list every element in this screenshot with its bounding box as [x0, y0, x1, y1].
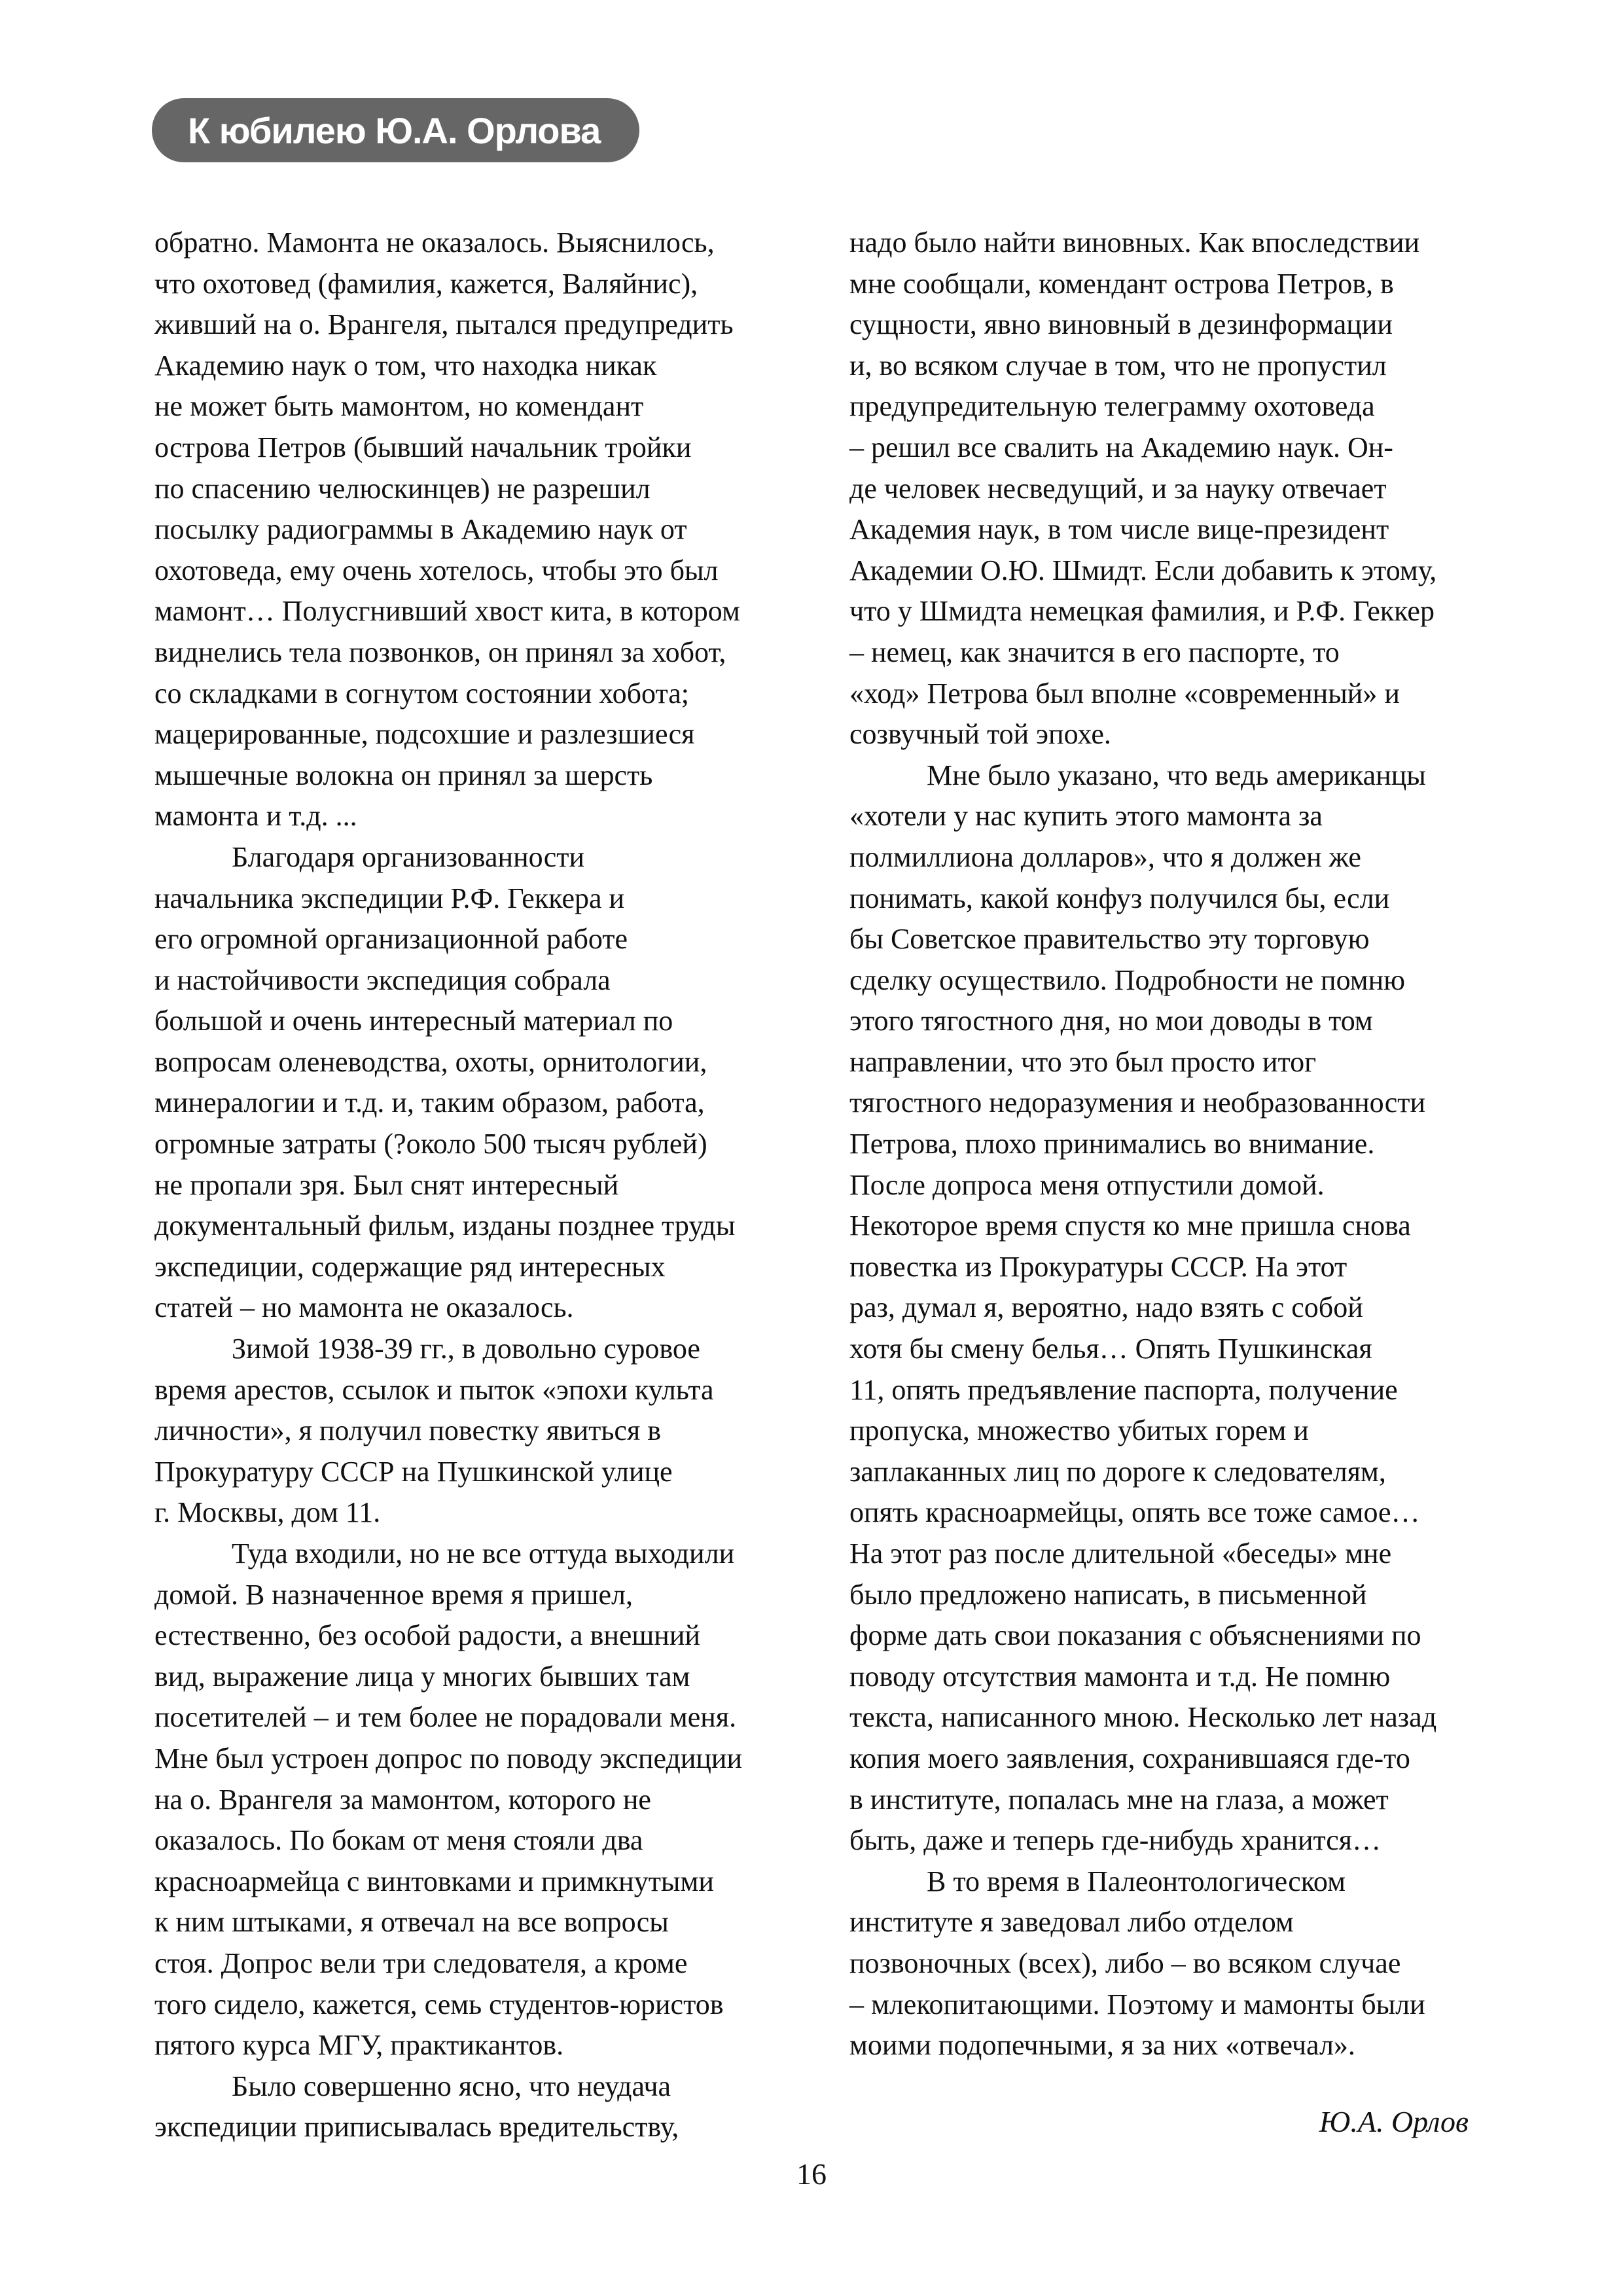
text-line: этого тягостного дня, но мои доводы в том [849, 1005, 1373, 1037]
text-line: что охотовед (фамилия, кажется, Валяйнис), [154, 267, 698, 300]
text-line: После допроса меня отпустили домой. [849, 1168, 1325, 1201]
text-line: повестка из Прокуратуры СССР. На этот [849, 1250, 1347, 1283]
text-line: вид, выражение лица у многих бывших там [154, 1660, 690, 1693]
text-line: естественно, без особой радости, а внешний [154, 1619, 700, 1652]
text-line: Мне был устроен допрос по поводу экспедиции [154, 1742, 743, 1774]
text-line: Туда входили, но не все оттуда выходили [232, 1537, 735, 1570]
text-line: поводу отсутствия мамонта и т.д. Не помню [849, 1660, 1391, 1693]
text-line: полмиллиона долларов», что я должен же [849, 840, 1361, 873]
text-line: опять красноармейцы, опять все тоже самое… [849, 1496, 1420, 1529]
text-line: позвоночных (всех), либо – во всяком случае [849, 1946, 1401, 1979]
text-line: 11, опять предъявление паспорта, получение [849, 1373, 1398, 1406]
text-line: огромные затраты (?около 500 тысяч рублей) [154, 1128, 707, 1160]
text-line: – решил все свалить на Академию наук. Он- [849, 431, 1393, 463]
text-line: Петрова, плохо принимались во внимание. [849, 1128, 1375, 1160]
text-line: личности», я получил повестку явиться в [154, 1414, 661, 1447]
text-line: начальника экспедиции Р.Ф. Геккера и [154, 882, 625, 914]
text-line: статей – но мамонта не оказалось. [154, 1291, 574, 1324]
text-line: г. Москвы, дом 11. [154, 1496, 381, 1529]
text-line: экспедиции приписывалась вредительству, [154, 2111, 679, 2144]
text-line: заплаканных лиц по дороге к следователям, [849, 1455, 1386, 1488]
text-line: и настойчивости экспедиция собрала [154, 963, 611, 996]
text-line: Зимой 1938-39 гг., в довольно суровое [232, 1333, 700, 1365]
text-line: копия моего заявления, сохранившаяся где-то [849, 1742, 1410, 1774]
text-line: стоя. Допрос вели три следователя, а кроме [154, 1946, 688, 1979]
text-line: оказалось. По бокам от меня стояли два [154, 1824, 643, 1857]
text-line: острова Петров (бывший начальник тройки [154, 431, 692, 463]
text-line: Академии О.Ю. Шмидт. Если добавить к этому, [849, 554, 1437, 586]
text-line: текста, написанного мною. Несколько лет назад [849, 1701, 1437, 1734]
text-line: «хотели у нас купить этого мамонта за [849, 800, 1323, 833]
text-line: время арестов, ссылок и пыток «эпохи культа [154, 1373, 714, 1406]
text-line: в институте, попалась мне на глаза, а может [849, 1783, 1389, 1816]
text-line: сделку осуществило. Подробности не помню [849, 963, 1406, 996]
text-line: тягостного недоразумения и необразованности [849, 1086, 1426, 1119]
text-line: – млекопитающими. Поэтому и мамонты были [849, 1988, 1425, 2020]
text-line: созвучный той эпохе. [849, 718, 1111, 751]
text-line: направлении, что это был просто итог [849, 1045, 1317, 1078]
text-line: экспедиции, содержащие ряд интересных [154, 1250, 666, 1283]
left-text-column [154, 223, 770, 2148]
text-line: Академию наук о том, что находка никак [154, 349, 657, 382]
text-line: не пропали зря. Был снят интересный [154, 1168, 619, 1201]
text-line: мамонта и т.д. ... [154, 800, 357, 833]
page-number: 16 [796, 2157, 827, 2191]
section-header-badge [152, 98, 639, 162]
text-line: Мне было указано, что ведь американцы [927, 759, 1426, 791]
text-line: сущности, явно виновный в дезинформации [849, 308, 1393, 341]
text-line: На этот раз после длительной «беседы» мне [849, 1537, 1392, 1570]
text-line: мышечные волокна он принял за шерсть [154, 759, 653, 791]
text-line: по спасению челюскинцев) не разрешил [154, 472, 651, 505]
author-signature: Ю.А. Орлов [1319, 2105, 1469, 2138]
text-line: мацерированные, подсохшие и разлезшиеся [154, 718, 695, 751]
text-line: мне сообщали, комендант острова Петров, в [849, 267, 1394, 300]
text-line: пятого курса МГУ, практикантов. [154, 2029, 564, 2062]
text-line: большой и очень интересный материал по [154, 1005, 673, 1037]
text-line: обратно. Мамонта не оказалось. Выяснилось, [154, 226, 715, 259]
text-line: институте я заведовал либо отделом [849, 1906, 1294, 1939]
text-line: Прокуратуру СССР на Пушкинской улице [154, 1455, 673, 1488]
text-line: – немец, как значится в его паспорте, то [849, 636, 1340, 668]
text-line: красноармейца с винтовками и примкнутыми [154, 1865, 714, 1897]
text-line: что у Шмидта немецкая фамилия, и Р.Ф. Геккер [849, 595, 1435, 628]
text-line: де человек несведущий, и за науку отвечает [849, 472, 1387, 505]
text-line: пропуска, множество убитых горем и [849, 1414, 1309, 1447]
text-line: виднелись тела позвонков, он принял за хобот, [154, 636, 726, 668]
text-line: со складками в согнутом состоянии хобота; [154, 677, 689, 709]
text-line: к ним штыками, я отвечал на все вопросы [154, 1906, 669, 1939]
text-line: вопросам оленеводства, охоты, орнитологии, [154, 1045, 707, 1078]
text-line: не может быть мамонтом, но комендант [154, 390, 644, 423]
text-line: документальный фильм, изданы позднее труды [154, 1210, 736, 1242]
text-line: было предложено написать, в письменной [849, 1578, 1367, 1611]
right-text-column [849, 223, 1465, 2066]
text-line: предупредительную телеграмму охотоведа [849, 390, 1375, 423]
text-line: «ход» Петрова был вполне «современный» и [849, 677, 1400, 709]
text-line: Некоторое время спустя ко мне пришла снова [849, 1210, 1411, 1242]
text-line: его огромной организационной работе [154, 923, 628, 956]
text-line: и, во всяком случае в том, что не пропустил [849, 349, 1387, 382]
text-line: форме дать свои показания с объяснениями по [849, 1619, 1421, 1652]
text-line: охотоведа, ему очень хотелось, чтобы это был [154, 554, 719, 586]
text-line: мамонт… Полусгнивший хвост кита, в котором [154, 595, 740, 628]
section-header-title: К юбилею Ю.А. Орлова [188, 109, 601, 151]
text-line: хотя бы смену белья… Опять Пушкинская [849, 1333, 1372, 1365]
text-line: Было совершенно ясно, что неудача [232, 2070, 671, 2102]
text-line: Благодаря организованности [232, 840, 585, 873]
text-line: бы Советское правительство эту торговую [849, 923, 1370, 956]
text-line: посылку радиограммы в Академию наук от [154, 513, 687, 546]
text-line: надо было найти виновных. Как впоследствии [849, 226, 1420, 259]
text-line: на о. Врангеля за мамонтом, которого не [154, 1783, 651, 1816]
text-line: В то время в Палеонтологическом [927, 1865, 1346, 1897]
text-line: моими подопечными, я за них «отвечал». [849, 2029, 1355, 2062]
text-line: Академия наук, в том числе вице-президент [849, 513, 1389, 546]
text-line: живший на о. Врангеля, пытался предупредить [154, 308, 734, 341]
text-line: минералогии и т.д. и, таким образом, работа, [154, 1086, 705, 1119]
text-line: раз, думал я, вероятно, надо взять с собой [849, 1291, 1363, 1324]
text-line: домой. В назначенное время я пришел, [154, 1578, 633, 1611]
text-line: понимать, какой конфуз получился бы, если [849, 882, 1390, 914]
text-line: быть, даже и теперь где-нибудь хранится… [849, 1824, 1382, 1857]
text-line: посетителей – и тем более не порадовали меня. [154, 1701, 737, 1734]
text-line: того сидело, кажется, семь студентов-юристов [154, 1988, 724, 2020]
